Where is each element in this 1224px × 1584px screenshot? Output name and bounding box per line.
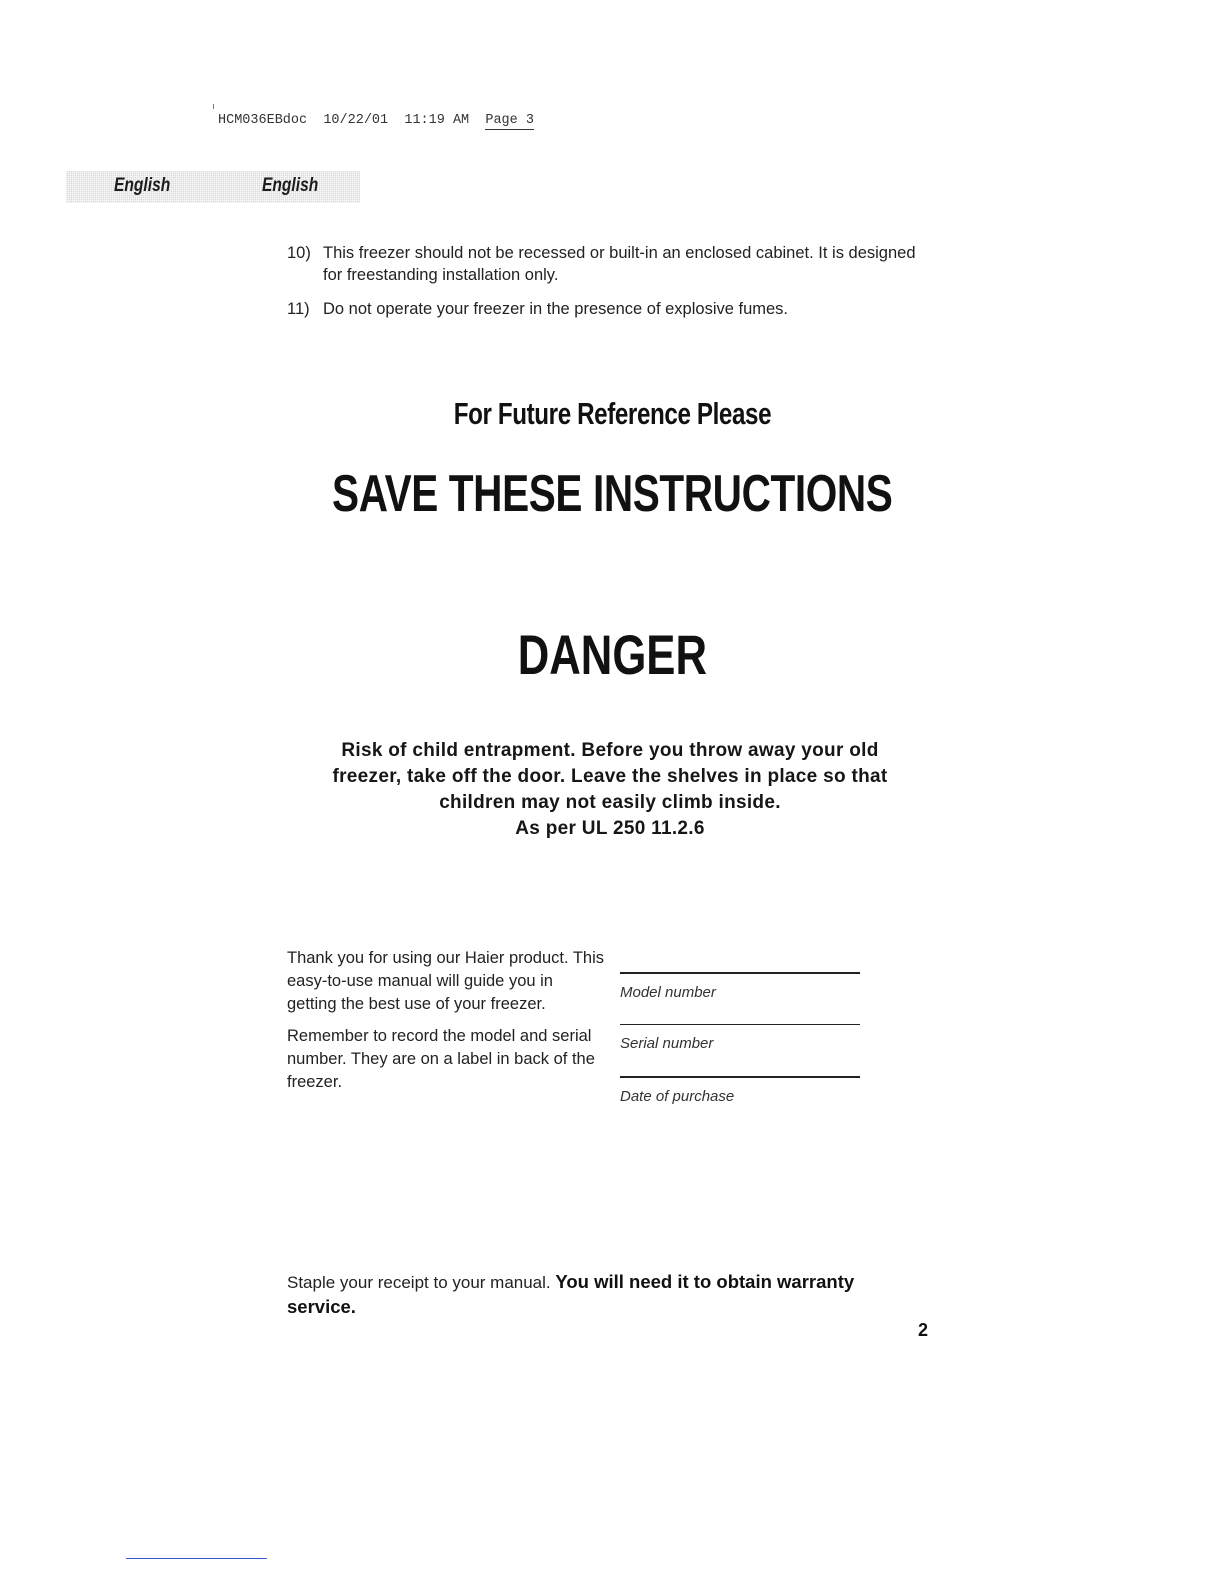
record-reminder-paragraph: Remember to record the model and serial number. They are on a label in back of the freezer.	[287, 1027, 595, 1091]
safety-list	[287, 242, 927, 332]
date-of-purchase-field: Date of purchase	[620, 1076, 860, 1128]
language-label-left: English	[114, 175, 171, 196]
model-number-field: Model number	[620, 972, 860, 1024]
danger-warning	[260, 738, 960, 842]
save-instructions-heading	[0, 464, 1224, 524]
footer-rule	[126, 1558, 267, 1559]
future-reference-text: For Future Reference Please	[453, 396, 771, 431]
future-reference-heading	[0, 396, 1224, 432]
header-page: Page 3	[485, 113, 534, 128]
list-item-text: This freezer should not be recessed or built-in an enclosed cabinet. It is designed for freestanding installation only.	[323, 244, 916, 284]
record-fields	[620, 972, 860, 1128]
thank-you-paragraph: Thank you for using our Haier product. This easy-to-use manual will guide you in getting the best use of your freezer.	[287, 949, 605, 1013]
language-label-right: English	[262, 175, 319, 196]
scan-mark	[213, 104, 214, 109]
list-item-number: 11)	[287, 300, 310, 318]
list-item	[287, 298, 927, 320]
danger-line: freezer, take off the door. Leave the shelves in place so that	[332, 766, 888, 787]
thank-you-text	[287, 947, 607, 1103]
staple-receipt-note	[287, 1270, 887, 1320]
danger-line: Risk of child entrapment. Before you throw away your old	[341, 740, 879, 761]
language-bar	[66, 171, 360, 203]
list-item-number: 10)	[287, 244, 311, 262]
list-item-text: Do not operate your freezer in the presence of explosive fumes.	[323, 300, 789, 318]
danger-line: children may not easily climb inside.	[439, 792, 781, 813]
document-header	[218, 113, 534, 128]
staple-note-bold: You will need it to obtain warranty service.	[287, 1271, 855, 1317]
header-filename: HCM036EBdoc	[218, 113, 308, 128]
header-date: 10/22/01	[323, 113, 389, 128]
danger-line: As per UL 250 11.2.6	[515, 818, 705, 839]
list-item	[287, 242, 927, 286]
staple-note-plain: Staple your receipt to your manual.	[287, 1273, 551, 1292]
page-number: 2	[918, 1320, 929, 1340]
danger-heading	[0, 622, 1224, 687]
danger-title: DANGER	[517, 623, 707, 686]
save-instructions-text: SAVE THESE INSTRUCTIONS	[331, 465, 893, 523]
serial-number-field: Serial number	[620, 1024, 860, 1076]
header-time: 11:19 AM	[404, 113, 470, 128]
